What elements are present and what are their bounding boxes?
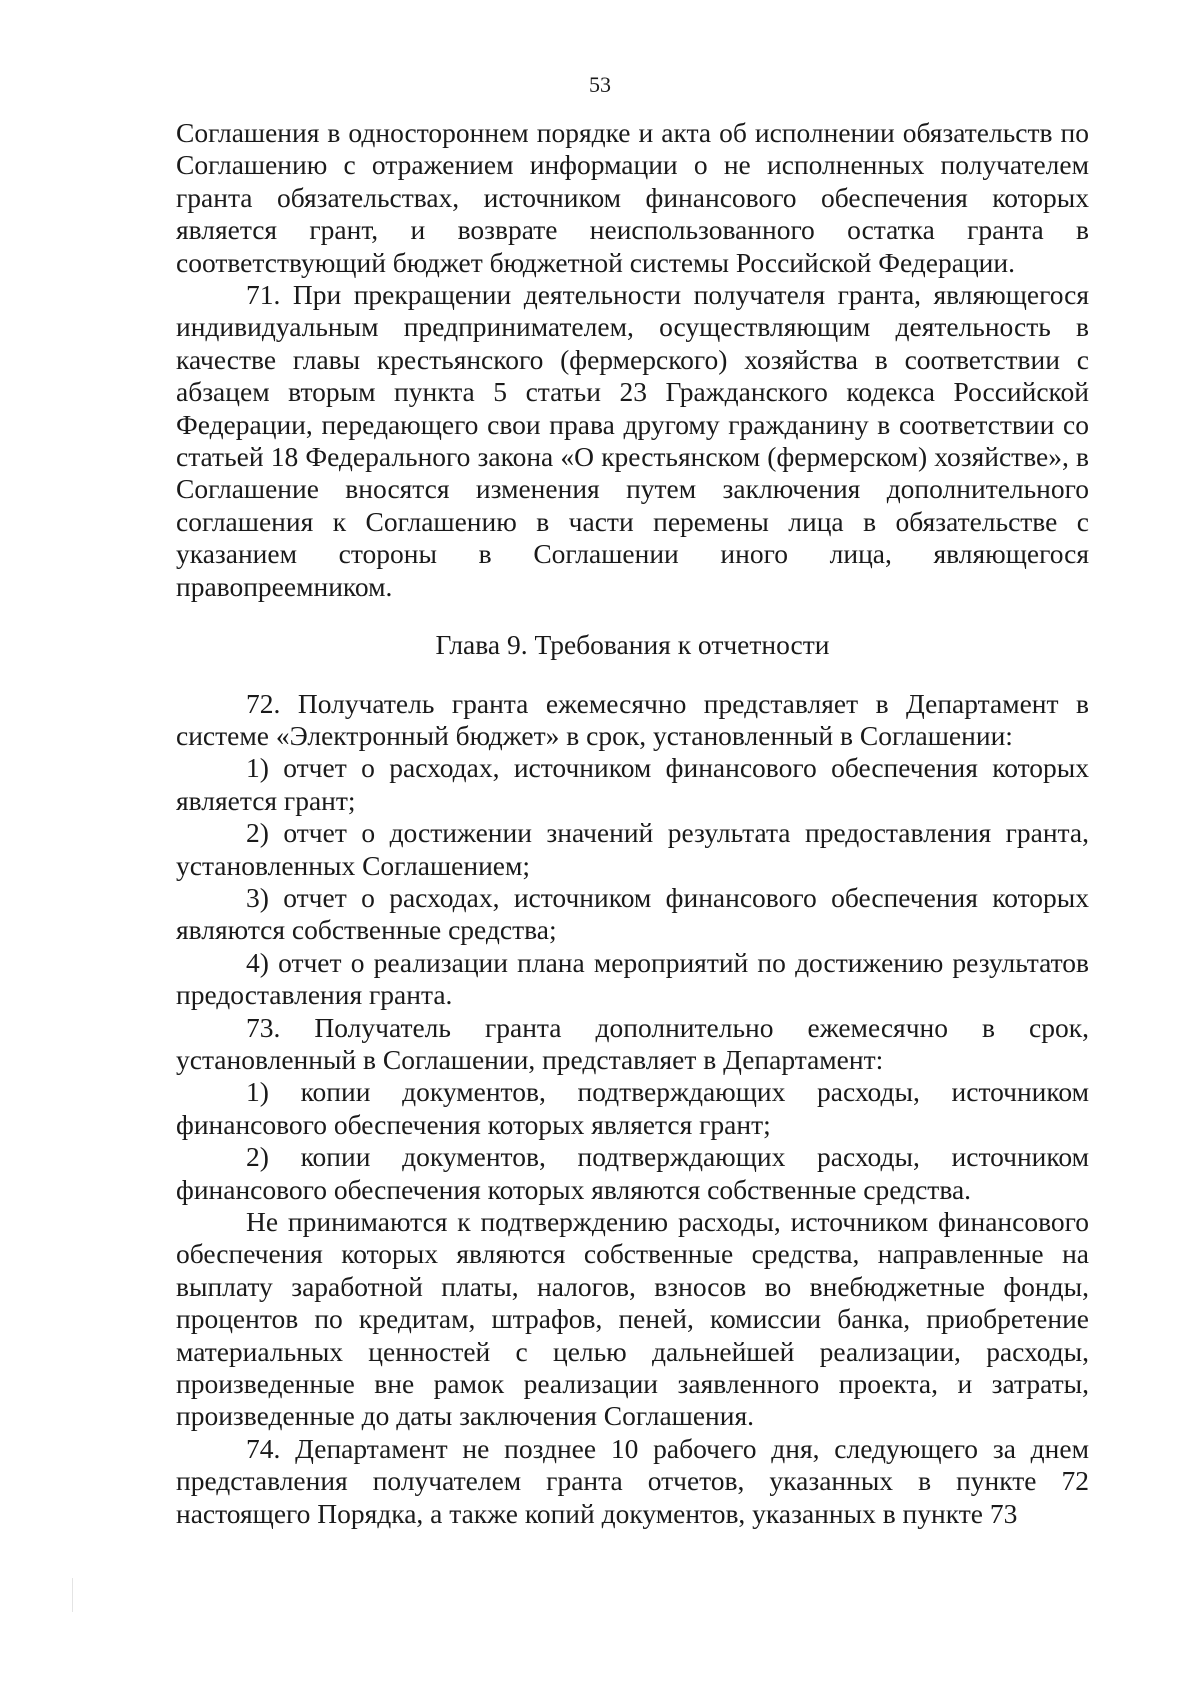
list-item-72-4: 4) отчет о реализации плана мероприятий по достижению результатов предоставления гранта. (176, 946, 1089, 1011)
list-item-72-2: 2) отчет о достижении значений результата предоставления гранта, установленных Соглашением; (176, 817, 1089, 881)
list-item-72-1: 1) отчет о расходах, источником финансового обеспечения которых является грант; (176, 752, 1089, 816)
paragraph-72: 72. Получатель гранта ежемесячно представляет в Департамент в системе «Электронный бюджет» в срок, установленный в Соглашении: (176, 687, 1089, 751)
chapter-heading: Глава 9. Требования к отчетности (435, 629, 830, 661)
paragraph-71: 71. При прекращении деятельности получателя гранта, являющегося индивидуальным предпринимателем, осуществляющим деятельность в качестве главы крестьянского (фермерского) хозяйства в соответствии с абзацем вторым пункта 5 статьи 23 Гражданского кодекса Российской Федерации, передающего свои права другому гражданину в соответствии со статьей 18 Федерального закона «О крестьянском (фермерском) хозяйстве», в Соглашение вносятся изменения путем заключения дополнительного соглашения к Соглашению в части перемены лица в обязательстве с указанием стороны в Соглашении иного лица, являющегося правопреемником. (176, 279, 1089, 602)
paragraph-74: 74. Департамент не позднее 10 рабочего дня, следующего за днем представления получателем гранта отчетов, указанных в пункте 72 настоящего Порядка, а также копий документов, указанных в пункте 73 (176, 1432, 1089, 1529)
paragraph-not-accepted: Не принимаются к подтверждению расходы, источником финансового обеспечения которых являются собственные средства, направленные на выплату заработной платы, налогов, взносов во внебюджетные фонды, процентов по кредитам, штрафов, пеней, комиссии банка, приобретение материальных ценностей с целью дальнейшей реализации, расходы, произведенные вне рамок реализации заявленного проекта, и затраты, произведенные до даты заключения Соглашения. (176, 1206, 1089, 1432)
list-item-73-2: 2) копии документов, подтверждающих расходы, источником финансового обеспечения которых являются собственные средства. (176, 1141, 1089, 1205)
paragraph-73: 73. Получатель гранта дополнительно ежемесячно в срок, установленный в Соглашении, представляет в Департамент: (176, 1011, 1089, 1075)
list-item-73-1: 1) копии документов, подтверждающих расходы, источником финансового обеспечения которых является грант; (176, 1076, 1089, 1140)
scan-margin-mark (72, 1578, 73, 1612)
document-body (176, 117, 1089, 1530)
page-number: 53 (589, 72, 611, 97)
list-item-72-3: 3) отчет о расходах, источником финансового обеспечения которых являются собственные средства; (176, 881, 1089, 946)
paragraph-continuation: Соглашения в одностороннем порядке и акта об исполнении обязательств по Соглашению с отражением информации о не исполненных получателем гранта обязательствах, источником финансового обеспечения которых является грант, и возврате неиспользованного остатка гранта в соответствующий бюджет бюджетной системы Российской Федерации. (176, 117, 1089, 278)
